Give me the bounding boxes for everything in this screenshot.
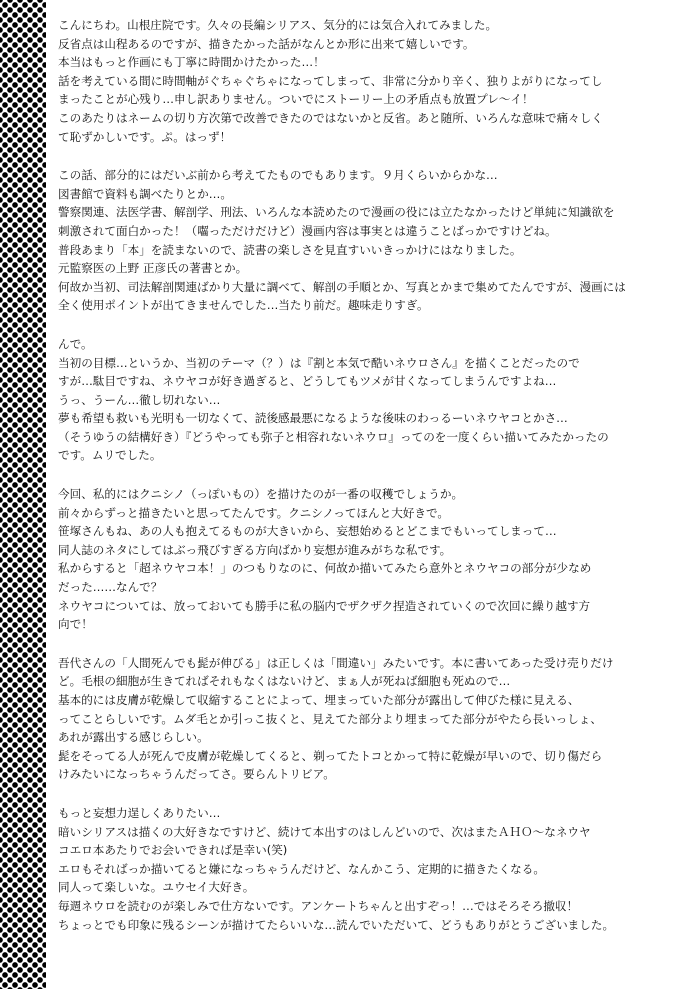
text-line: 今回、私的にはクニシノ（っぽいもの）を描けたのが一番の収穫でしょうか。: [58, 487, 464, 502]
afterword-text: [58, 16, 690, 981]
text-line: 毎週ネウロを読むのが楽しみで仕方ないです。アンケートちゃんと出すぞっ！…ではそろそろ撤収！: [58, 898, 579, 913]
text-line: こんにちわ。山根庄院です。久々の長編シリアス、気分的には気合入れてみました。: [58, 18, 498, 32]
text-line: 元監察医の上野 正彦氏の著書とか。: [58, 261, 248, 276]
text-line: このあたりはネームの切り方次第で改善できたのではないかと反省。あと随所、いろんな意味で痛々しく: [58, 110, 603, 125]
text-line: うっ、うーん…徹し切れない…: [58, 392, 221, 407]
text-line: 暗いシリアスは描くの大好きなですけど、続けて本出すのはしんどいので、次はまたＡＨＯ〜なネウヤ: [58, 824, 591, 839]
text-line: 基本的には皮膚が乾燥して収縮することによって、埋まっていた部分が露出して伸びた様に見える、: [58, 693, 580, 707]
paragraph-characters: [58, 485, 690, 634]
paragraph-theme: [58, 335, 690, 465]
text-line: です。ムリでした。: [58, 448, 162, 463]
text-line: 反省点は山程あるのですが、描きたかった話がなんとか形に出来て嬉しいです。: [58, 36, 475, 51]
text-line: 向で！: [58, 617, 93, 632]
text-line: 当初の目標…というか、当初のテーマ（？）は『割と本気で酷いネウロさん』を描くことだったので: [58, 355, 580, 370]
paragraph-intro: [58, 16, 690, 146]
text-line: すが…駄目ですね、ネウヤコが好き過ぎると、どうしてもツメが甘くなってしまうんですよね…: [58, 374, 557, 389]
text-line: んで。: [58, 336, 93, 351]
text-line: あれが露出する感じらしい。: [58, 730, 209, 745]
text-line: まったことが心残り…申し訳ありません。ついでにストーリー上の矛盾点も放置プレ〜イ！: [58, 92, 534, 107]
text-line: ど。毛根の細胞が生きてればそれもなくはないけど、まぁ人が死ねば細胞も死ぬので…: [58, 674, 511, 689]
text-line: 普段あまり「本」を読まないので、読書の楽しさを見直すいいきっかけにはなりました。: [58, 242, 522, 257]
text-line: 笹塚さんもね、あの人も抱えてるものが大きいから、妄想始めるとどこまでもいってしまって…: [58, 524, 557, 539]
text-line: 本当はもっと作画にも丁寧に時間かけたかった…！: [58, 55, 325, 70]
paragraph-trivia: [58, 654, 690, 784]
text-line: 何故か当初、司法解剖関連ばかり大量に調べて、解剖の手順とか、写真とかまで集めてたんですが、漫画には: [58, 279, 626, 294]
text-line: 私からすると「超ネウヤコ本！」のつもりなのに、何故か描いてみたら意外とネウヤコの部分が少なめ: [58, 561, 592, 576]
text-line: て恥ずかしいです。ぷ。はっず！: [58, 129, 232, 144]
text-line: ってことらしいです。ムダ毛とか引っこ抜くと、見えてた部分より埋まってた部分がやたら長いっしょ、: [58, 711, 602, 726]
text-line: だった……なんで？: [58, 580, 163, 595]
text-line: 夢も希望も救いも光明も一切なくて、読後感最悪になるような後味のわっるーいネウヤコとかさ…: [58, 411, 568, 426]
text-line: （そうゆうの結構好き）『どうやっても弥子と相容れないネウロ』ってのを一度くらい描いてみたかったの: [58, 429, 609, 444]
polka-dot-border: [0, 0, 46, 989]
text-line: エロもそればっか描いてると嫌になっちゃうんだけど、なんかこう、定期的に描きたくなる。: [58, 861, 545, 876]
text-line: 刺激されて面白かった！（囓っただけだけど）漫画内容は事実とは違うことばっかですけどね。: [58, 223, 557, 238]
text-line: 全く使用ポイントが出てきませんでした…当たり前だ。趣味走りすぎ。: [58, 298, 429, 313]
text-line: けみたいになっちゃうんだってさ。要らんトリビア。: [58, 767, 335, 782]
text-line: 話を考えている間に時間軸がぐちゃぐちゃになってしまって、非常に分かり辛く、独りよがりになってし: [58, 73, 603, 88]
text-line: ネウヤコについては、放っておいても勝手に私の脳内でザクザク捏造されていくので次回に繰り越す方: [58, 598, 591, 613]
text-line: 警察関連、法医学書、解剖学、刑法、いろんな本読めたので漫画の役には立たなかったけど単純に知識欲を: [58, 205, 615, 220]
text-line: 図書館で資料も調べたりとか…。: [58, 186, 232, 201]
text-line: 前々からずっと描きたいと思ってたんです。クニシノってほんと大好きで。: [58, 505, 449, 520]
text-line: 髭をそってる人が死んで皮膚が乾燥してくると、剃ってたトコとかって特に乾燥が早いので、切り傷だら: [58, 748, 603, 763]
text-line: この話、部分的にはだいぶ前から考えてたものでもあります。９月くらいからかな…: [58, 168, 498, 183]
text-line: ちょっとでも印象に残るシーンが描けてたらいいな…読んでいただいて、どうもありがとうございました。: [58, 917, 615, 932]
text-line: 吾代さんの「人間死んでも髭が伸びる」は正しくは「間違い」みたいです。本に書いてあった受け売りだけ: [58, 655, 614, 670]
paragraph-closing: [58, 804, 690, 934]
text-line: 同人って楽しいな。ユウセイ大好き。: [58, 880, 255, 895]
paragraph-research: [58, 166, 690, 315]
text-line: 同人誌のネタにしてはぶっ飛びすぎる方向ばかり妄想が進みがちな私です。: [58, 542, 452, 557]
text-line: もっと妄想力逞しくありたい…: [58, 805, 221, 820]
text-line: コエロ本あたりでお会いできれば是幸い(笑): [58, 843, 288, 858]
